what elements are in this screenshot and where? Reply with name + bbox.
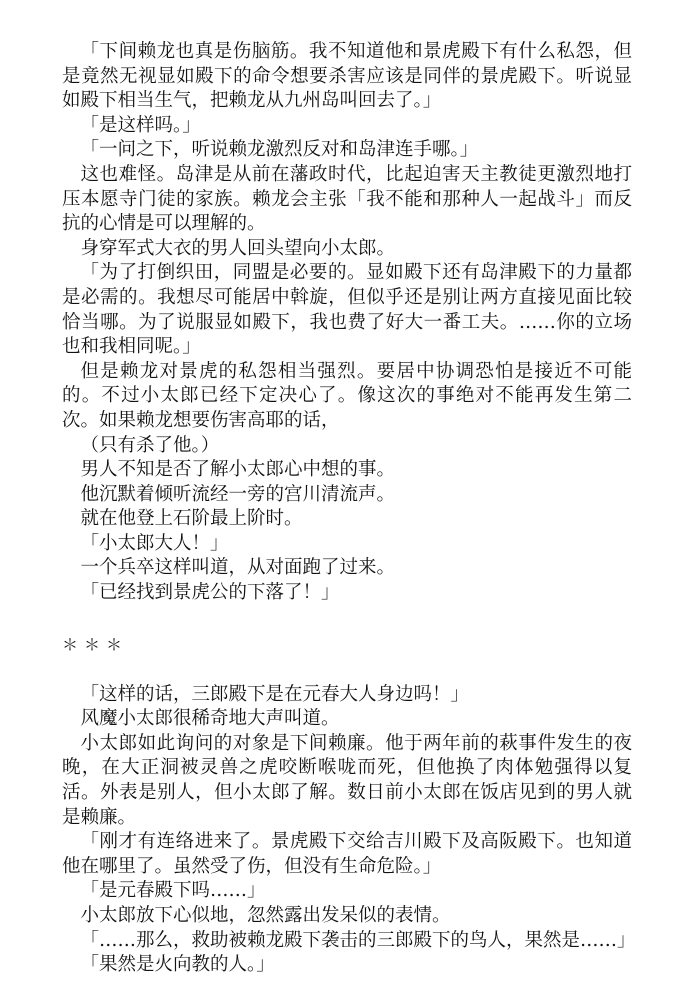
paragraph: 「是元春殿下吗……」 <box>80 880 266 902</box>
paragraph: 「是这样吗。」 <box>80 114 201 136</box>
paragraph: 「下间赖龙也真是伤脑筋。我不知道他和景虎殿下有什么私怨，但是竟然无视显如殿下的命令想要杀害应该是同伴的景虎殿下。听说显如殿下相当生气，把赖龙从九州岛叫回去了。」 <box>62 41 632 112</box>
paragraph: 身穿军式大衣的男人回头望向小太郎。 <box>80 237 396 259</box>
paragraph: 男人不知是否了解小太郎心中想的事。 <box>80 459 396 481</box>
section-one <box>62 40 632 606</box>
paragraph: 他沉默着倾听流经一旁的宫川清流声。 <box>80 483 396 505</box>
paragraph: 「刚才有连络进来了。景虎殿下交给吉川殿下及高阪殿下。也知道他在哪里了。虽然受了伤，但没有生命危险。」 <box>62 831 632 877</box>
book-page <box>62 40 636 978</box>
scene-break: ＊＊＊ <box>62 634 129 654</box>
paragraph: 小太郎如此询问的对象是下间赖廉。他于两年前的萩事件发生的夜晚，在大正洞被灵兽之虎咬断喉咙而死，但他换了肉体勉强得以复活。外表是别人，但小太郎了解。数日前小太郎在饭店见到的男人就是赖廉。 <box>62 732 632 828</box>
section-two <box>62 683 636 978</box>
paragraph: 「为了打倒织田，同盟是必要的。显如殿下还有岛津殿下的力量都是必需的。我想尽可能居中斡旋，但似乎还是别让两方直接见面比较恰当哪。为了说服显如殿下，我也费了好大一番工夫。……你的立场也和我相同呢。」 <box>62 262 632 358</box>
paragraph: 「已经找到景虎公的下落了！」 <box>80 582 340 604</box>
paragraph: 一个兵卒这样叫道，从对面跑了过来。 <box>80 557 396 579</box>
paragraph: 「果然是火向教的人。」 <box>80 954 275 976</box>
paragraph: 「这样的话，三郎殿下是在元春大人身边吗！」 <box>80 683 470 705</box>
paragraph: 「一问之下，听说赖龙激烈反对和岛津连手哪。」 <box>80 139 479 161</box>
paragraph: 这也难怪。岛津是从前在藩政时代，比起迫害天主教徒更激烈地打压本愿寺门徒的家族。赖龙会主张「我不能和那种人一起战斗」而反抗的心情是可以理解的。 <box>62 163 632 235</box>
paragraph: 但是赖龙对景虎的私怨相当强烈。要居中协调恐怕是接近不可能的。不过小太郎已经下定决心了。像这次的事绝对不能再发生第二次。如果赖龙想要伤害高耶的话， <box>62 360 632 431</box>
paragraph: 就在他登上石阶最上阶时。 <box>80 508 303 530</box>
paragraph: 小太郎放下心似地，忽然露出发呆似的表情。 <box>80 905 451 926</box>
paragraph: 「……那么，救助被赖龙殿下袭击的三郎殿下的鸟人，果然是……」 <box>80 929 636 951</box>
paragraph: 风魔小太郎很稀奇地大声叫道。 <box>80 708 340 730</box>
paragraph: 「小太郎大人！」 <box>80 532 229 554</box>
paragraph: （只有杀了他。） <box>80 434 220 456</box>
